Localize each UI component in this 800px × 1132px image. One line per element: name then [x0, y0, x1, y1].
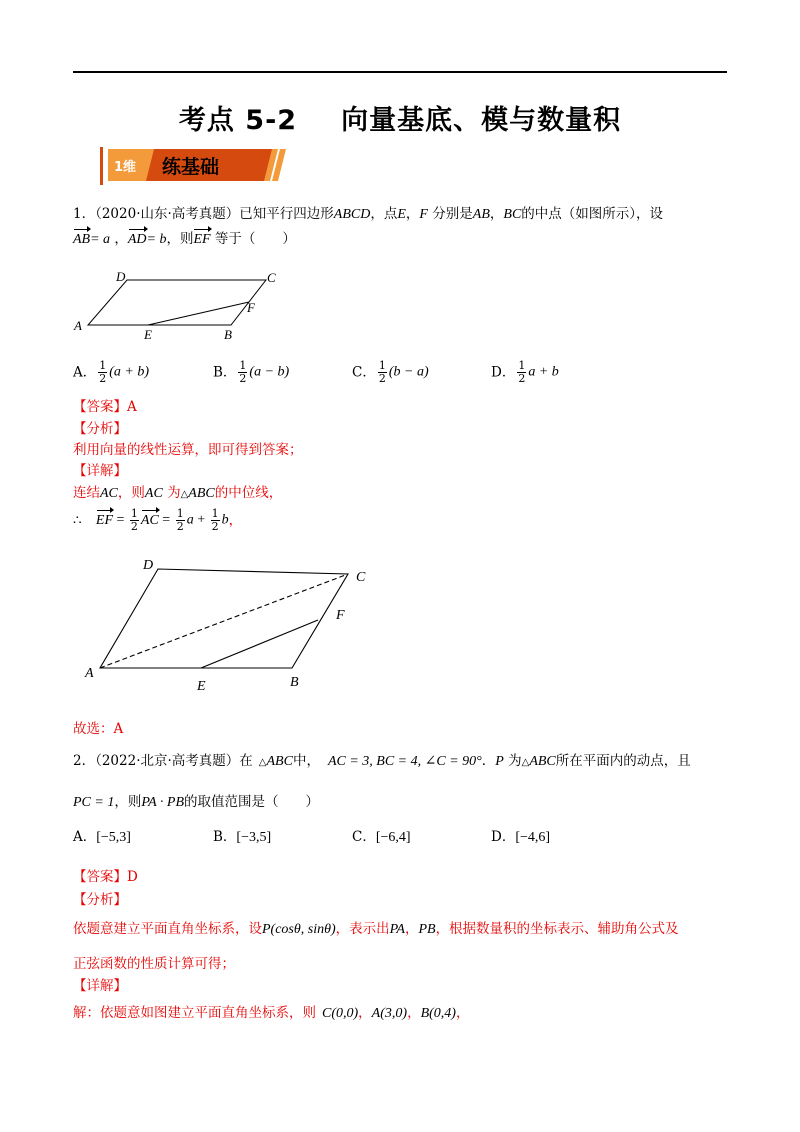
q1-stem-line2: AB= a ，AD= b，则EF 等于（ ） — [73, 231, 296, 247]
q2-option-a[interactable]: A．[−5,3] — [73, 829, 131, 845]
svg-text:B: B — [290, 675, 299, 690]
q1-parallelogram-figure — [73, 269, 276, 345]
banner-label: 练基础 — [162, 156, 220, 178]
svg-text:F: F — [336, 608, 345, 623]
svg-text:A: A — [85, 666, 94, 681]
svg-text:A: A — [74, 318, 82, 333]
q2-option-c[interactable]: C．[−6,4] — [352, 829, 411, 845]
svg-text:D: D — [116, 269, 126, 284]
q1-answer: 【答案】A — [73, 399, 137, 415]
section-banner — [100, 145, 290, 185]
q1-detail-label: 【详解】 — [73, 463, 127, 479]
q1-analysis-label: 【分析】 — [73, 421, 127, 437]
svg-text:B: B — [224, 327, 232, 342]
q1-options — [73, 360, 633, 386]
svg-text:D: D — [143, 558, 154, 573]
q1-stem-line1: 1．（2020·山东·高考真题）已知平行四边形ABCD，点E，F 分别是AB，BC的中点（如图所示），设 — [73, 206, 664, 222]
svg-text:E: E — [197, 679, 206, 694]
q1-detail-line1: 连结AC，则AC 为△ABC的中位线， — [73, 485, 283, 501]
q1-detail-line2: ∴ EF = $\frac{1}{2}$ AC = $\frac{1}{2}$ a + $\frac{1}{2}$ b， — [73, 507, 243, 533]
q2-answer: 【答案】D — [73, 869, 138, 885]
header-rule — [73, 71, 727, 73]
q1-option-d[interactable]: D． $\frac{1}{2}$ a + b — [491, 359, 559, 385]
page-title — [0, 98, 800, 137]
q2-option-b[interactable]: B．[−3,5] — [213, 829, 272, 845]
q2-stem-line2: PC = 1，则PA · PB的取值范围是（ ） — [73, 794, 319, 810]
q2-option-d[interactable]: D．[−4,6] — [491, 829, 551, 845]
svg-text:C: C — [356, 570, 366, 585]
q1-option-c[interactable]: C． $\frac{1}{2}$ (b − a) — [352, 359, 429, 385]
q1-option-b[interactable]: B． $\frac{1}{2}$ (a − b) — [213, 359, 290, 385]
q1-choose: 故选：A — [73, 721, 124, 737]
q2-analysis-line2: 正弦函数的性质计算可得； — [73, 956, 235, 972]
svg-text:C: C — [267, 270, 276, 285]
q2-detail-label: 【详解】 — [73, 978, 127, 994]
q2-options — [73, 828, 633, 852]
banner-badge: 1维 — [114, 160, 137, 175]
svg-text:F: F — [247, 300, 255, 315]
q2-analysis-label: 【分析】 — [73, 892, 127, 908]
q1-analysis: 利用向量的线性运算，即可得到答案； — [73, 442, 303, 458]
q1-solution-figure — [80, 555, 380, 695]
title-part2: 向量基底、模与数量积 — [341, 105, 622, 136]
q2-detail-line1: 解：依题意如图建立平面直角坐标系，则 C(0,0)，A(3,0)，B(0,4)， — [73, 1005, 470, 1021]
q2-stem-line1: 2．（2022·北京·高考真题）在 △ABC中， AC = 3, BC = 4, ∠C = 90°．P 为△ABC所在平面内的动点，且 — [73, 753, 691, 769]
q1-option-a[interactable]: A． $\frac{1}{2}$ (a + b) — [73, 359, 150, 385]
svg-text:E: E — [144, 327, 152, 342]
q2-analysis-line1: 依题意建立平面直角坐标系，设P(cosθ, sinθ)，表示出PA，PB，根据数量积的坐标表示、辅助角公式及 — [73, 921, 679, 937]
title-part1: 考点 5-2 — [178, 105, 298, 136]
